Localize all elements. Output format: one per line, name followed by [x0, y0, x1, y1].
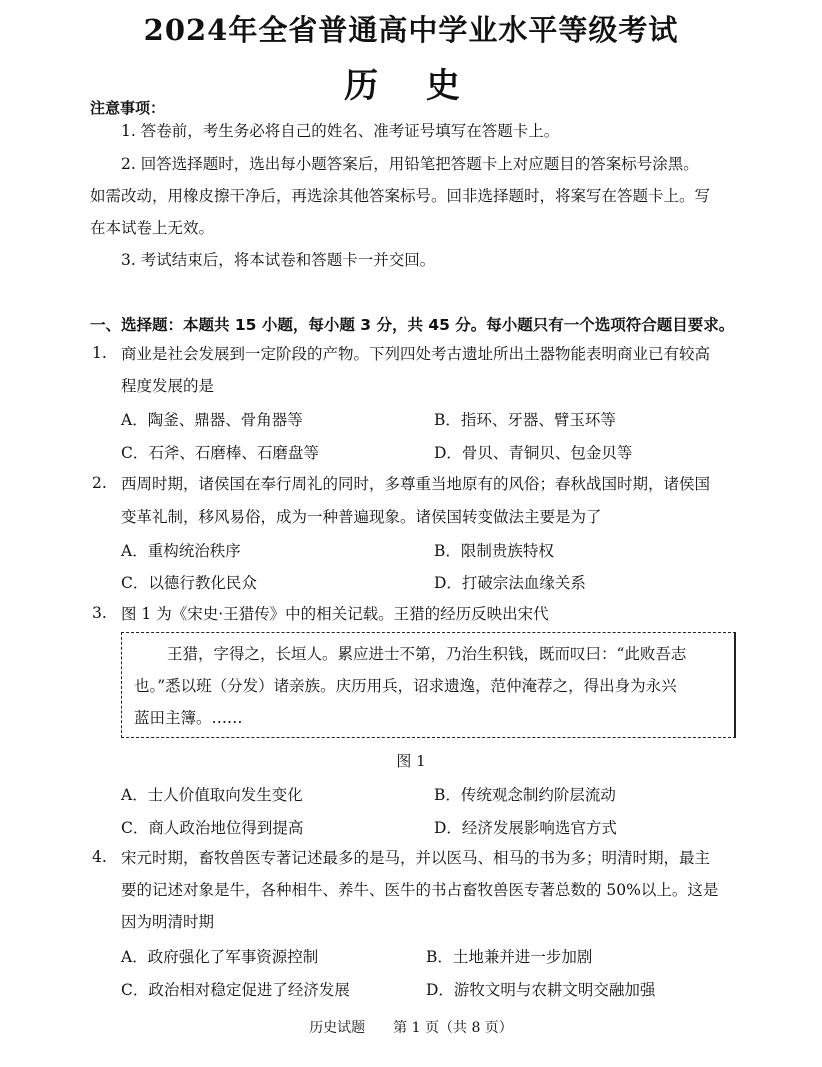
notice-item: 1. 答卷前，考生务必将自己的姓名、准考证号填写在答题卡上。 — [121, 122, 560, 140]
quote-line: 王猎，字得之，长垣人。累应进士不第，乃治生积钱，既而叹曰：“此败吾志 — [167, 645, 687, 663]
notice-item: 2. 回答选择题时，选出每小题答案后，用铅笔把答题卡上对应题目的答案标号涂黑。 — [121, 155, 699, 173]
option-c: C．以德行教化民众 — [121, 574, 257, 592]
question-stem: 程度发展的是 — [121, 377, 215, 395]
notice-item: 3. 考试结束后，将本试卷和答题卡一并交回。 — [121, 251, 436, 269]
option-b: B．指环、牙器、臂玉环等 — [434, 411, 616, 429]
option-d: D．经济发展影响选官方式 — [434, 819, 617, 837]
option-a: A．重构统治秩序 — [121, 542, 241, 560]
question-number: 4. — [92, 848, 107, 866]
option-a: A．政府强化了军事资源控制 — [121, 948, 319, 966]
question-stem: 变革礼制，移风易俗，成为一种普遍现象。诸侯国转变做法主要是为了 — [121, 508, 602, 526]
option-d: D．骨贝、青铜贝、包金贝等 — [434, 444, 633, 462]
option-c: C．政治相对稳定促进了经济发展 — [121, 981, 350, 999]
option-a: A．陶釜、鼎器、骨角器等 — [121, 411, 303, 429]
notice-item: 如需改动，用橡皮擦干净后，再选涂其他答案标号。回非选择题时，将案写在答题卡上。写 — [90, 187, 711, 205]
option-d: D．打破宗法血缘关系 — [434, 574, 586, 592]
notice-heading: 注意事项： — [90, 99, 166, 117]
option-a: A．士人价值取向发生变化 — [121, 786, 303, 804]
question-number: 2. — [92, 474, 107, 492]
question-stem: 西周时期，诸侯国在奉行周礼的同时，多尊重当地原有的风俗；春秋战国时期，诸侯国 — [121, 475, 711, 493]
question-number: 1. — [92, 344, 107, 362]
option-c: C．商人政治地位得到提高 — [121, 819, 304, 837]
notice-item: 在本试卷上无效。 — [90, 219, 215, 237]
option-c: C．石斧、石磨棒、石磨盘等 — [121, 444, 319, 462]
question-number: 3. — [92, 604, 107, 622]
subject-title: 历 史 — [344, 66, 478, 106]
page-footer: 历史试题 第 1 页（共 8 页） — [309, 1020, 513, 1036]
figure-caption: 图 1 — [396, 752, 426, 770]
question-stem: 要的记述对象是牛，各种相牛、养牛、医牛的书占畜牧兽医专著总数的 50%以上。这是 — [121, 881, 719, 899]
quote-line: 也。”悉以班（分发）诸亲族。庆历用兵，诏求遗逸，范仲淹荐之，得出身为永兴 — [134, 677, 677, 695]
option-b: B．土地兼并进一步加剧 — [426, 948, 593, 966]
question-stem: 图 1 为《宋史·王猎传》中的相关记载。王猎的经历反映出宋代 — [121, 605, 549, 623]
exam-title: 2024年全省普通高中学业水平等级考试 — [143, 13, 679, 47]
option-b: B．传统观念制约阶层流动 — [434, 786, 616, 804]
question-stem: 宋元时期，畜牧兽医专著记述最多的是马，并以医马、相马的书为多；明清时期，最主 — [121, 849, 711, 867]
quote-line: 蓝田主簿。…… — [134, 709, 243, 727]
option-b: B．限制贵族特权 — [434, 542, 554, 560]
option-d: D．游牧文明与农耕文明交融加强 — [426, 981, 656, 999]
question-stem: 因为明清时期 — [121, 913, 215, 931]
question-stem: 商业是社会发展到一定阶段的产物。下列四处考古遗址所出土器物能表明商业已有较高 — [121, 345, 711, 363]
section-heading: 一、选择题：本题共 15 小题，每小题 3 分，共 45 分。每小题只有一个选项符合题目要求。 — [90, 316, 735, 334]
